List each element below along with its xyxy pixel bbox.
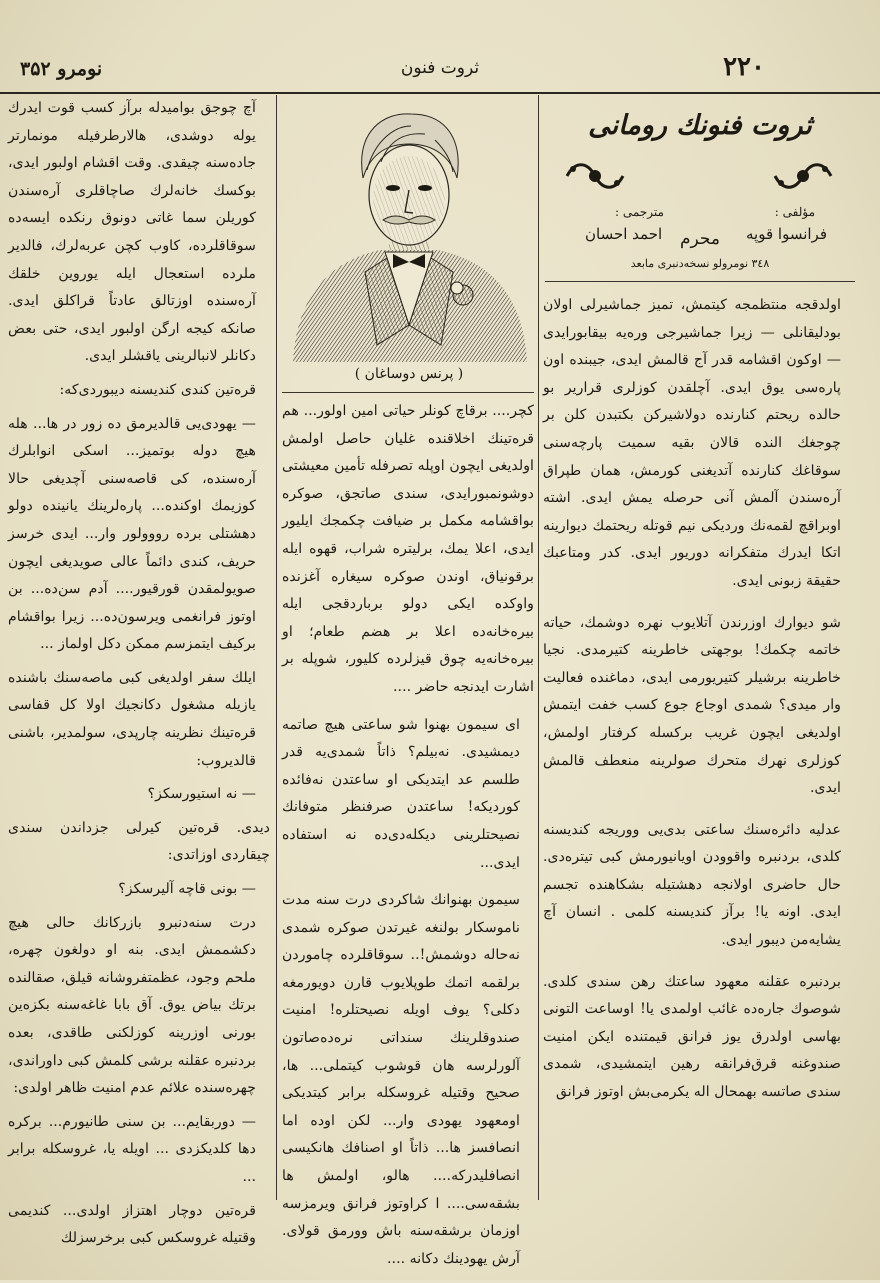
serial-credits	[545, 205, 855, 255]
paragraph: ايلك سفر اولديغى كبى ماصه‌سنك باشنده يازيله مشغول دكانجيك اولا كل قفاسى قره‌تينك نظرينه چارپدى، سولمدير، باشنى قالديروب:	[8, 669, 256, 769]
page-number: ۲۲۰	[723, 52, 765, 82]
paragraph: كچر.... برقاچ كونلر حياتى امين اولور... هم قره‌تينك اخلاقنده غليان حاصل اولمش اولديغى ايچون اوپله تصرفله تأمين معيشتى دوشونمبورايدى، سندى صاتجق، صوكره بواقشامه مكمل بر ضيافت چكمجك ايليور ايدى، اعلا يمك، برليتره شراب، قهوه ايله برقونياق، اوندن صوكره سيغاره آغزنده واوكده ايكى دولو برباردقجى ايله بيره‌خانه‌ده اعلا بر هضم طعام؛ او بيره‌خانه‌يه چوق قيزلرده كليور، شوپله بر اشارت ايدنجه حاضر ....	[282, 403, 534, 695]
column-divider	[538, 95, 539, 1200]
paragraph: بردنبره عقلنه معهود ساعتك رهن سندى كلدى. شوصوك جاره‌ده غائب اولمدى يا! اوساعت التونى بهاسى اولدرق يوز فرانق قيمتنده ايكن امنيت صندوغنه قرق‌فرانقه رهين ايتمشيدى، شمدى سندى صاتسه بهمحال اله يكرمى‌بش اوتوز فرانق	[543, 973, 841, 1101]
dialogue-line: — بونى قاچه آليرسكز؟	[118, 881, 256, 898]
page-header	[20, 52, 860, 92]
portrait	[285, 100, 533, 365]
header-rule	[0, 92, 880, 94]
dialogue-line: — دوربقايم... بن سنى طانيورم... بركره دها كلديكزدى ... اويله يا، غروسكله برابر ...	[8, 1113, 256, 1185]
portrait-caption: ( پرنس دوساغان )	[354, 366, 464, 382]
column-divider	[276, 95, 277, 1200]
paragraph: آچ چوجق بوامیدله برآز كسب قوت ايدرك يوله دوشدى، هالارطرفيله مونمارتر جاده‌سنه چيقدى. وقت اقشام اولبور ايدى، بوكسك خانه‌لرك صاچاقلرى آره‌سندن كوريلن سما غاتى دونوق رنكده ايسه‌ده سوقاقلرده، كاوب كچن عربه‌لرك، فالدير ملرده استعجال ايله يوروين خلقك آره‌سنده اوزتالق عادتاً قراكلق ايدى. صانكه كيجه ارگن اولبور ايدى، حتى بعض دكانلر لانبالرينى ياقشلر ايدى.	[8, 100, 256, 365]
portrait-engraving	[285, 100, 533, 365]
paragraph: اى سيمون بهنوا شو ساعتى هيچ صاتمه ديمشيدى. نه‌بيلم؟ ذاتاً شمدى‌يه قدر طلسم عد ايتديكى او ساعتدن نه‌فائده كورديكه! ساعتدن صرفنظر متوفانك نصيحتلرينى ديكله‌دى‌ده نه استفاده ايدى...	[282, 716, 520, 871]
paragraph: اولدقجه منتظمجه كيتمش، تميز جماشيرلى اولان بودليقانلى — زيرا جماشيرجى وره‌يه بيقابورايدى — اوكون اقشامه قدر آج قالمش ايدى، جيبنده اون پاره‌سى يوق ايدى. آچلقدن كوزلرى قرارير بو حالده ريحتم كنارنده دولاشيركن بكتبدن كلن بر چوجغك النده قالان بقيه سميت پارچه‌سنى سوقاغك كنارنده آتديغنى كورمش، همان طپراق آره‌سندن آلمش آنى حرصله يمش ايدى. اشته اوبراقچ لقمه‌نك ورديكى نيم قوتله ريحتمك ديوارينه اتكا ايدرك متفكرانه دوريور ايدى. كدر ومتاعبك حقيقة زبونى ايدى.	[543, 297, 841, 589]
right-column	[543, 292, 855, 1121]
journal-title: ثروت فنون	[400, 58, 480, 78]
caption-rule	[282, 392, 534, 393]
paragraph: سيمون بهنوانك شاكردى درت سنه مدت ناموسكار بولنغه غيرتدن صوكره شمدى نه‌حاله دوشمش!.. سوقاقلرده چاموردن برلقمه اتمك طوپلايوب قارن دويورمغه دكلى؟ يوف اويله نصيحتلره! امنيت صندوقلرينك سنداتى نره‌ده‌صاتون آلورلرسه هان قوشوب كيتملى... ها، صحيح وقتيله غروسكله برابر كيتديكى اومعهود يهودى وار... لكن اوده اما انصافسز ها... ذاتاً او اصنافك هانكيسى انصافليدركه.... هالو، اولمش ها بشقه‌سى.... ا كراوتوز فرانق ويرمزسه اوزمان برشقه‌سنه باش وورمق قولاى. آرش يهودينك دكانه ....	[282, 892, 520, 1267]
issue-number: نومرو ۳۵۲	[20, 58, 103, 80]
paragraph: قره‌تين دوچار اهتزاز اولدى... كنديمى وقتيله غروسكس كبى برخرسزلك	[8, 1202, 256, 1247]
author-name: فرانسوا قوپه	[746, 225, 827, 243]
dialogue-line: — نه استيورسكز؟	[147, 786, 256, 803]
ornament-icon	[563, 159, 627, 193]
paragraph: ديدى. قره‌تين كيرلى جزداندن سندى چيقاردى اوزاتدى:	[8, 819, 270, 864]
author-label: مؤلفى :	[774, 205, 815, 219]
translator-label: مترجمى :	[615, 205, 664, 219]
serial-title: ثروت فنونك رومانى	[588, 110, 812, 141]
translator-name: احمد احسان	[585, 225, 663, 243]
middle-column	[282, 398, 534, 1283]
serial-rule	[545, 281, 855, 282]
paragraph: عدليه دائره‌سنك ساعتى بدى‌يى ووريجه كنديسنه كلدى، بردنبره واقوودن اويانيورمش كبى تيتره‌دى. حال حاضرى اولانجه دهشتيله بشكاهنده تجسم ايدى. اونه يا! برآز كنديسنه كلمى . انسان آچ يشايه‌من ديبور ايدى.	[543, 821, 841, 949]
paragraph: درت سنه‌دنبرو بازركانك حالى هيچ دكشممش ايدى. بنه او دولغون چهره، ملحم وجود، عظمتفروشانه قيلق، صقالنده برتك بياض يوق. آق بابا غاغه‌سنه بكزه‌ين بورنى اوزرينه كوزلكنى طاقدى، بعده بردنبره عقلنه برشى كلمش كبى داوراندى، چهره‌سنده علائم عدم امنيت ظاهر اولدى:	[8, 914, 256, 1097]
paragraph: شو ديوارك اوزرندن آتلايوب نهره دوشمك، حياته خاتمه چكمك! بوجهتى خاطرينه كتيرمدى. نجيا خاطرينه برشيلر كتيريورمى ايدى، دماغنده فعاليت وار ميدى؟ شمدى اوجاع جوع كسب خفت ايتمش اولديغى ايچون غريب بركسله كرفتار اولمش، كوزلرى نهرك متحرك صولرينه منعطف قالمش ايدى.	[543, 614, 841, 797]
ornament-icon	[771, 159, 835, 193]
paragraph: — يهودى‌يى قالديرمق ده زور در ها... هله هيچ دوله بوتميز... اسكى انوابلرك آره‌سنده، كى قاصه‌سنى آچديغى حالا كوزيمك اوكنده... پاره‌لرينك يانينده دولو دهشتلى برده رووولور وار... ايدى خرسز حريف، كندى دائماً عالى صويديغى ايچون صويولمقدن قورقيور.... آدم سن‌ده... بن اوتوز فرانغمى ويرسون‌ده... زيرا بواقشام بركيف ايتمزسم ممكن دكل اولماز ...	[8, 415, 256, 653]
serial-month: محرم	[680, 229, 720, 249]
continued-note: ٣٤٨ نومرولو نسخه‌دنبرى مابعد	[630, 257, 770, 270]
left-column	[8, 95, 270, 1259]
paragraph: قره‌تين كندى كنديسنه ديبوردى‌كه:	[59, 381, 256, 398]
